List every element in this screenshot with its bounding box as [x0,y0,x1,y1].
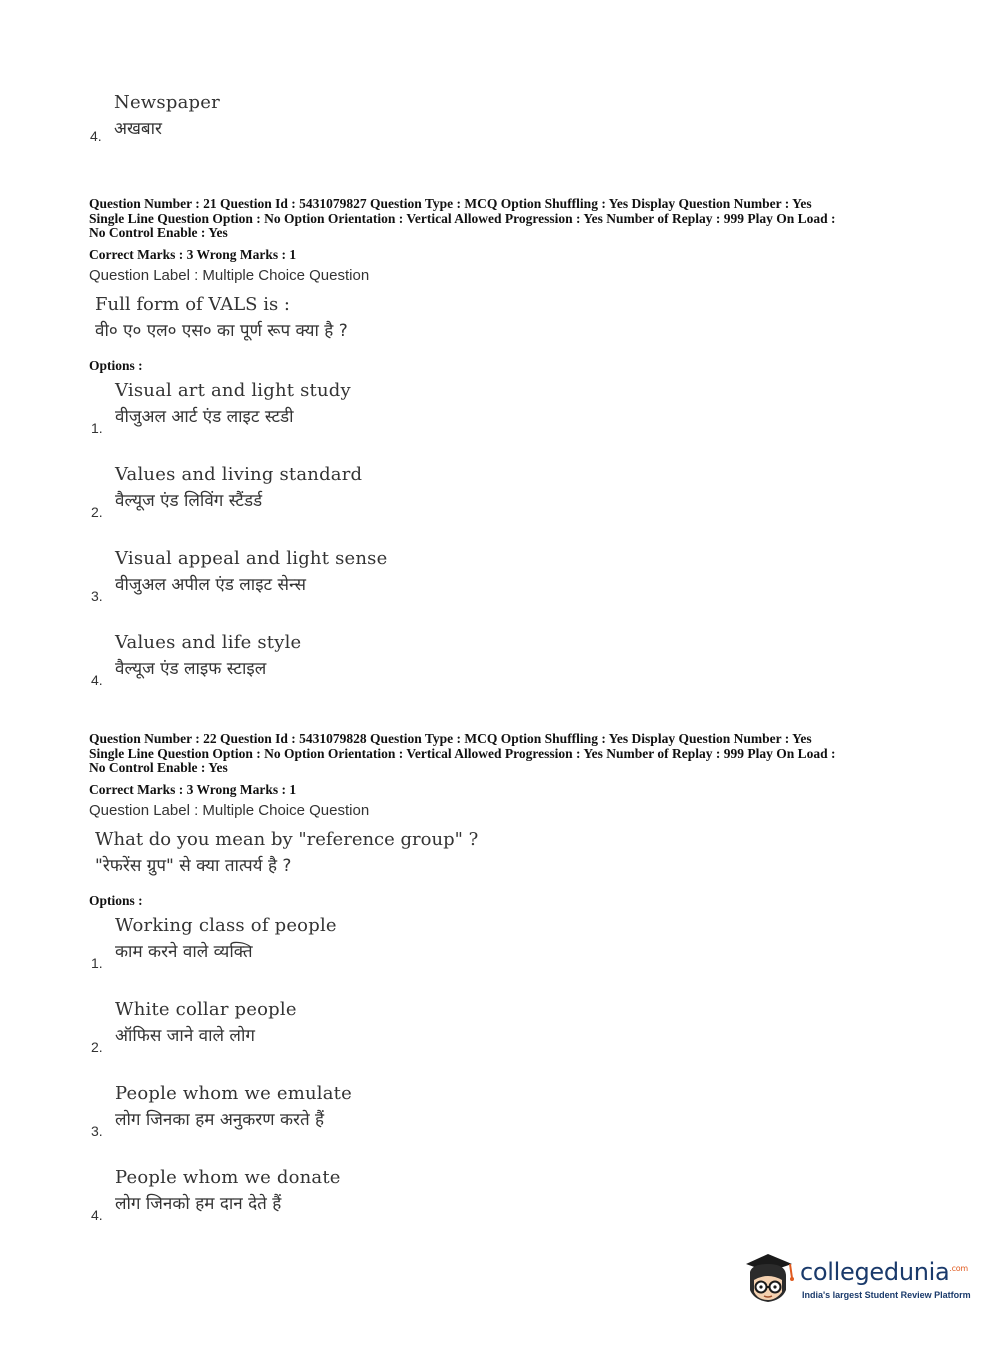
option-number: 4. [90,128,102,144]
option-item[interactable] [89,462,919,546]
option-text-hi: वैल्यूज एंड लाइफ स्टाइल [115,658,267,679]
option-text-hi: काम करने वाले व्यक्ति [115,941,253,962]
question-meta-line-1: Question Number : 21 Question Id : 5431079827 Question Type : MCQ Option Shuffling : Yes Display Question Number : Yes [89,196,812,211]
option-text-en: People whom we donate [115,1166,341,1188]
question-meta-line-3: No Control Enable : Yes [89,760,228,775]
logo-tld: .com [949,1264,968,1273]
option-text-en: Values and living standard [115,463,363,485]
question-marks: Correct Marks : 3 Wrong Marks : 1 [89,246,297,262]
option-text-en: Working class of people [115,914,337,936]
option-text-en: Visual appeal and light sense [115,547,388,569]
option-item[interactable] [89,1081,919,1165]
question-text-hi: वी० ए० एल० एस० का पूर्ण रूप क्या है ? [95,320,348,341]
option-text-en: White collar people [115,998,297,1020]
option-number: 2. [91,1038,103,1055]
mascot-icon [742,1250,800,1310]
option-number: 1. [91,954,103,971]
options-heading: Options : [89,357,143,373]
option-text-en: Newspaper [114,92,220,113]
logo-wordmark [800,1258,968,1286]
options-list [89,913,919,1249]
option-text-en: Values and life style [115,631,302,653]
option-text-en: Visual art and light study [115,379,351,401]
option-item[interactable] [89,913,919,997]
question-label: Question Label : Multiple Choice Question [89,266,370,284]
option-text-en: People whom we emulate [115,1082,352,1104]
option-number: 4. [91,1206,103,1223]
option-text-hi: अखबार [114,119,162,139]
option-item[interactable] [89,378,919,462]
option-text-hi: लोग जिनका हम अनुकरण करते हैं [115,1109,325,1130]
question-marks: Correct Marks : 3 Wrong Marks : 1 [89,781,297,797]
option-number: 3. [91,587,103,604]
options-heading: Options : [89,892,143,908]
question-text-en: What do you mean by "reference group" ? [95,828,479,850]
option-item[interactable] [89,1165,919,1249]
question-label: Question Label : Multiple Choice Question [89,801,370,819]
option-number: 4. [91,671,103,688]
option-item[interactable] [89,997,919,1081]
question-text-en: Full form of VALS is : [95,293,290,315]
option-item[interactable] [89,630,919,714]
question-meta-line-1: Question Number : 22 Question Id : 5431079828 Question Type : MCQ Option Shuffling : Yes Display Question Number : Yes [89,731,812,746]
option-number: 2. [91,503,103,520]
option-number: 1. [91,419,103,436]
question-block-21 [89,197,919,714]
logo-tagline: India's largest Student Review Platform [802,1290,971,1300]
question-meta-line-2: Single Line Question Option : No Option Orientation : Vertical Allowed Progression : Yes Number of Replay : 999 Play On Load : [89,745,836,761]
collegedunia-logo[interactable] [742,1250,972,1310]
option-text-hi: वीजुअल अपील एंड लाइट सेन्स [115,574,306,595]
option-text-hi: वैल्यूज एंड लिविंग स्टैंडर्ड [115,490,263,511]
question-text-hi: "रेफरेंस ग्रुप" से क्या तात्पर्य है ? [95,855,292,876]
option-item[interactable] [89,546,919,630]
option-text-hi: लोग जिनको हम दान देते हैं [115,1193,282,1214]
option-text-hi: वीजुअल आर्ट एंड लाइट स्टडी [115,406,294,427]
question-block-22 [89,732,919,1249]
question-meta-line-3: No Control Enable : Yes [89,225,228,240]
option-number: 3. [91,1122,103,1139]
logo-name: collegedunia [800,1258,950,1286]
option-text-hi: ऑफिस जाने वाले लोग [115,1025,255,1046]
options-list [89,378,919,714]
question-meta-line-2: Single Line Question Option : No Option Orientation : Vertical Allowed Progression : Yes Number of Replay : 999 Play On Load : [89,210,836,226]
previous-question-option-4 [88,90,488,142]
